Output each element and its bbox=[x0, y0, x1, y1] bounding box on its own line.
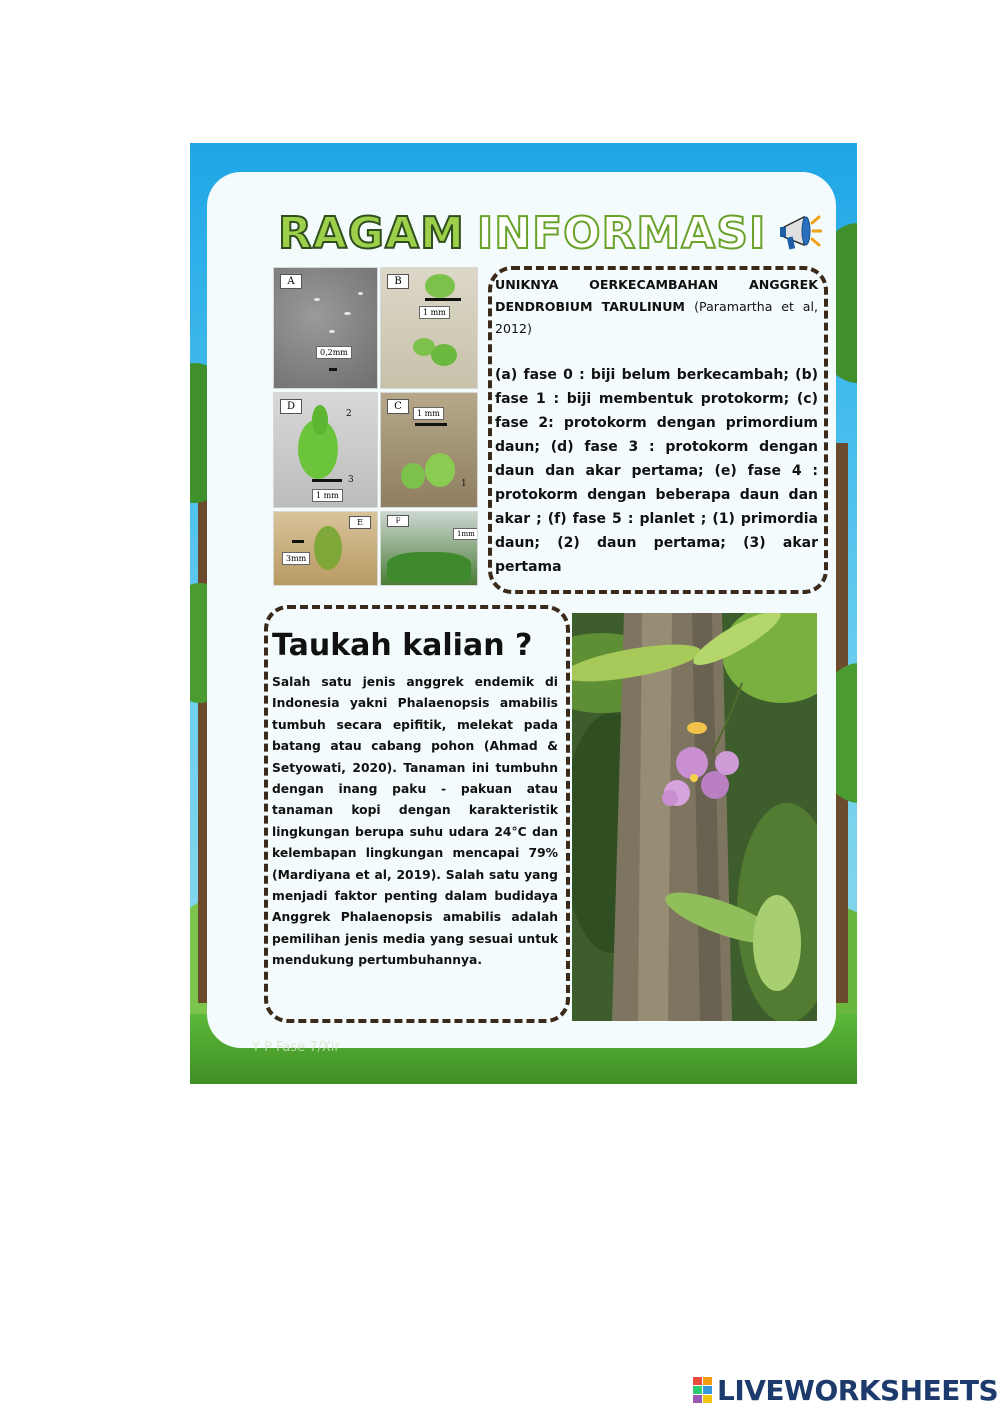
marker-label: 3 bbox=[348, 475, 354, 485]
panel-label: B bbox=[387, 274, 409, 289]
scale-bar bbox=[312, 479, 342, 482]
germination-citation: (Paramartha et al, 2012) bbox=[495, 299, 818, 336]
seed bbox=[314, 298, 320, 301]
scale-label: 1 mm bbox=[312, 489, 343, 502]
panel-label: C bbox=[387, 399, 409, 414]
panel-label: E bbox=[349, 516, 371, 529]
protocorm bbox=[431, 344, 457, 366]
scale-bar bbox=[292, 540, 304, 543]
germination-heading-text: UNIKNYA OERKECAMBAHAN ANGGREK DENDROBIUM TARULINUM bbox=[495, 277, 818, 314]
liveworksheets-logo bbox=[693, 1374, 998, 1406]
germination-photo-d bbox=[273, 392, 378, 508]
marker-label: 2 bbox=[346, 409, 352, 419]
panel-label: F bbox=[387, 515, 409, 527]
protocorm bbox=[425, 453, 455, 487]
poster-title bbox=[278, 208, 822, 258]
title-word-2: INFORMASI bbox=[476, 207, 767, 259]
scale-bar bbox=[329, 368, 337, 371]
orchid-photo bbox=[572, 613, 817, 1021]
germination-info-text bbox=[495, 274, 818, 579]
scale-bar bbox=[415, 423, 447, 426]
fun-fact-text: Salah satu jenis anggrek endemik di Indonesia yakni Phalaenopsis amabilis tumbuh secara epifitik, melekat pada batang atau cabang pohon (Ahmad & Setyowati, 2020). Tanaman ini tumbuhn dengan inang paku - pakuan atau tanaman kopi dengan karakteristik lingkungan berupa suhu udara 24°C dan kelembapan lingkungan mencapai 79% (Mardiyana et al, 2019). Salah satu yang menjadi faktor penting dalam budidaya Anggrek Phalaenopsis amabilis adalah pemilihan jenis media yang sesuai untuk mendukung pertumbuhannya. bbox=[272, 675, 558, 968]
leaf bbox=[312, 405, 328, 435]
germination-heading bbox=[495, 274, 818, 340]
germination-photo-e bbox=[273, 511, 378, 586]
germination-photo-b bbox=[380, 267, 478, 389]
protocorm bbox=[425, 274, 455, 298]
scale-label: 0,2mm bbox=[316, 346, 352, 359]
germination-photo-c bbox=[380, 392, 478, 508]
scale-label: 1 mm bbox=[413, 407, 444, 420]
scale-label: 1mm bbox=[453, 528, 478, 540]
protocorm bbox=[401, 463, 425, 489]
panel-label: A bbox=[280, 274, 302, 289]
planlet bbox=[387, 552, 471, 582]
scale-label: 1 mm bbox=[419, 306, 450, 319]
marker-label: 1 bbox=[461, 479, 467, 489]
watermark: Y P Fase 7/Xir bbox=[252, 1040, 340, 1055]
scale-label: 3mm bbox=[282, 552, 310, 565]
germination-photo-f bbox=[380, 511, 478, 586]
fun-fact-title: Taukah kalian ? bbox=[272, 628, 533, 663]
seed bbox=[344, 312, 351, 315]
megaphone-icon bbox=[778, 213, 822, 253]
liveworksheets-logo-icon bbox=[693, 1377, 712, 1403]
scale-bar bbox=[425, 298, 461, 301]
germination-photo-a bbox=[273, 267, 378, 389]
logo-text: LIVEWORKSHEETS bbox=[717, 1373, 999, 1407]
panel-label: D bbox=[280, 399, 302, 414]
planlet bbox=[314, 526, 342, 570]
seed bbox=[329, 330, 335, 333]
germination-body: (a) fase 0 : biji belum berkecambah; (b) fase 1 : biji membentuk protokorm; (c) fase 2: protokorm dengan primordium daun; (d) fase 3 : protokorm dengan daun dan akar pertama; (e) fase 4 : protokorm dengan beberapa daun dan akar ; (f) fase 5 : planlet ; (1) primordia daun; (2) daun pertama; (3) akar pertama bbox=[495, 367, 818, 575]
seed bbox=[358, 292, 363, 295]
title-word-1: RAGAM bbox=[278, 207, 465, 259]
